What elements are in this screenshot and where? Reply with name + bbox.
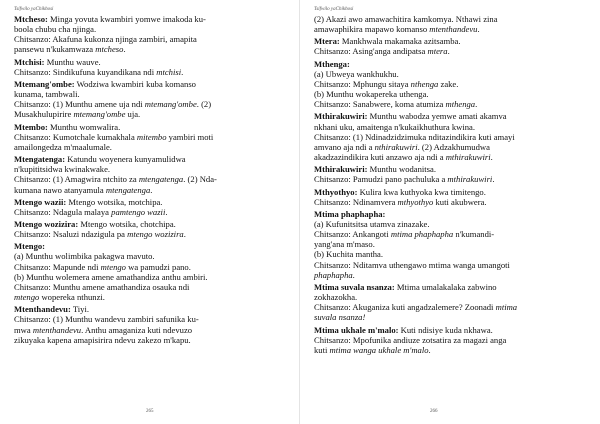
entry-line xyxy=(14,57,292,67)
example-term: nthirakuwiri xyxy=(374,141,418,152)
dictionary-entry xyxy=(314,59,592,110)
entry-text: boola chubu cha njinga. xyxy=(14,24,97,35)
dictionary-entry xyxy=(14,122,292,152)
example-term: mtenthandevu xyxy=(32,324,82,335)
page-number-left: 265 xyxy=(146,409,154,414)
entry-line xyxy=(314,209,592,219)
headword: Mtenthandevu: xyxy=(14,304,71,315)
entry-line xyxy=(14,24,292,34)
headword: Mthirakuwiri: xyxy=(314,111,368,122)
entry-text: . xyxy=(447,46,450,57)
example-term: mtengatenga xyxy=(105,184,151,195)
running-head: Tsifwilo yaChikhosi xyxy=(314,7,354,12)
page-number-right: 266 xyxy=(430,409,438,414)
entry-text: Munthu womwalira. xyxy=(47,121,121,132)
entry-text: . xyxy=(181,66,184,77)
entry-text: Chitsanzo: Ndagula malaya xyxy=(14,206,112,217)
example-term: mthirakuwiri xyxy=(445,152,491,163)
entry-line xyxy=(14,262,292,272)
headword: Mtima suvala nsanza: xyxy=(314,281,395,292)
entry-text: . (2) xyxy=(196,99,212,110)
entry-text: kuti xyxy=(314,344,330,355)
entry-line xyxy=(314,197,592,207)
entry-text: . xyxy=(183,229,186,240)
example-term: mitembo xyxy=(136,131,167,142)
entry-text: . xyxy=(477,24,480,35)
entry-text: kuti akubwera. xyxy=(433,196,487,207)
entry-line xyxy=(314,302,592,312)
entry-text: Mtengo wotsika, chotchipa. xyxy=(78,218,176,229)
example-term: nthenga xyxy=(410,78,439,89)
entry-text: Musakhulupirire xyxy=(14,109,74,120)
entry-line xyxy=(314,345,592,355)
entry-line xyxy=(314,249,592,259)
entry-text: Kulira kwa kuthyoka kwa timitengo. xyxy=(357,186,486,197)
entry-line xyxy=(14,44,292,54)
entry-text: Katundu woyenera kunyamulidwa xyxy=(65,154,186,165)
example-term: mthenga xyxy=(445,99,476,110)
entry-text: Munthu wodanitsa. xyxy=(367,164,436,175)
dictionary-entry xyxy=(314,187,592,207)
entry-text: Chitsanzo: Mapunde ndi xyxy=(14,261,101,272)
entry-line xyxy=(314,36,592,46)
entry-text: Chitsanzo: Mphungu sitaya xyxy=(314,78,411,89)
entry-text: Chitsanzo: Sanabwere, koma atumiza xyxy=(314,99,446,110)
example-term: phaphapha xyxy=(314,269,353,280)
entry-line xyxy=(314,14,592,24)
entry-line xyxy=(14,272,292,282)
example-term: mtchisi xyxy=(156,66,182,77)
right-entries xyxy=(314,14,592,355)
headword: Mtera: xyxy=(314,36,340,47)
entry-text: zake. xyxy=(438,78,459,89)
example-term: mtenthandevu xyxy=(429,24,478,35)
dictionary-entry xyxy=(314,282,592,323)
entry-line xyxy=(14,282,292,292)
entry-text: (a) Kufunitsitsa utamva zinazake. xyxy=(314,218,430,229)
entry-text: . xyxy=(352,269,355,280)
entry-line xyxy=(14,229,292,239)
entry-text: . xyxy=(492,174,495,185)
entry-text: Chitsanzo: Nsaluzi ndazigula pa xyxy=(14,229,128,240)
headword: Mthyothyo: xyxy=(314,186,358,197)
entry-line xyxy=(314,292,592,302)
entry-line xyxy=(314,59,592,69)
example-term: mtima phaphapha xyxy=(390,229,454,240)
entry-text: (b) Munthu wokapereka uthenga. xyxy=(314,89,429,100)
headword: Mtemang'ombe: xyxy=(14,78,75,89)
headword: Mtembo: xyxy=(14,121,48,132)
example-term: mtima wanga ukhale m'malo xyxy=(329,344,429,355)
entry-line xyxy=(314,69,592,79)
entry-text: . Anthu amaganiza kuti ndevuzo xyxy=(81,324,193,335)
dictionary-entry xyxy=(14,79,292,120)
dictionary-entry xyxy=(14,304,292,345)
entry-text: Chitsanzo: (1) Munthu amene uja ndi xyxy=(14,99,145,110)
dictionary-entry xyxy=(14,14,292,55)
entry-line xyxy=(14,142,292,152)
dictionary-entry xyxy=(314,164,592,184)
entry-text: Chitsanzo: Kumotchale kumakhala xyxy=(14,131,137,142)
entry-text: . xyxy=(123,44,126,55)
entry-line xyxy=(314,46,592,56)
entry-text: Chitsanzo: Mpofunika andiuze zotsatira za magazi anga xyxy=(314,334,507,345)
example-term: mtengo xyxy=(100,261,126,272)
dictionary-entry xyxy=(14,154,292,195)
example-term: mtengatenga xyxy=(138,174,184,185)
entry-line xyxy=(314,335,592,345)
headword: Mtima ukhale m'malo: xyxy=(314,324,399,335)
entry-text: Chitsanzo: Asing'anga andipatsa xyxy=(314,46,428,57)
headword: Mtengo wazii: xyxy=(14,196,67,207)
entry-line xyxy=(14,34,292,44)
entry-line xyxy=(14,335,292,345)
entry-text: Chitsanzo: Akuganiza kuti angadzalemere? Zoonadi xyxy=(314,302,496,313)
entry-line xyxy=(314,89,592,99)
headword: Mtengo wozizira: xyxy=(14,218,79,229)
dictionary-entry xyxy=(14,219,292,239)
entry-text: Chitsanzo: Pamudzi pano pachuluka a xyxy=(314,174,448,185)
example-term: mtcheso xyxy=(95,44,124,55)
entry-text: amvano aja ndi a xyxy=(314,141,375,152)
dictionary-entry xyxy=(314,209,592,280)
entry-text: Chitsanzo: (1) Amagwira ntchito za xyxy=(14,174,139,185)
example-term: mthirakuwiri xyxy=(447,174,493,185)
entry-text: Chitsanzo: (1) Munthu wandevu zambiri safunika ku- xyxy=(14,314,199,325)
dictionary-entry xyxy=(14,197,292,217)
entry-line xyxy=(314,122,592,132)
entry-text: amailongedza m'maalumale. xyxy=(14,141,112,152)
example-term: suvala nsanza! xyxy=(314,312,366,323)
entry-text: Mtengo wotsika, motchipa. xyxy=(66,196,163,207)
dictionary-entry xyxy=(314,325,592,355)
entry-text: mwa xyxy=(14,324,33,335)
entry-text: Chitsanzo: Ndinamvera xyxy=(314,196,398,207)
entry-line xyxy=(314,270,592,280)
entry-text: . xyxy=(165,206,168,217)
entry-line xyxy=(14,241,292,251)
entry-text: . xyxy=(490,152,493,163)
entry-line xyxy=(314,99,592,109)
headword: Mthenga: xyxy=(314,58,350,69)
headword: Mtchisi: xyxy=(14,56,45,67)
entry-line xyxy=(314,111,592,121)
headword: Mtima phaphapha: xyxy=(314,208,386,219)
entry-line xyxy=(314,282,592,292)
dictionary-entry xyxy=(314,36,592,56)
dictionary-entry xyxy=(14,241,292,302)
running-head: Tsifwilo yaChikhosi xyxy=(14,7,54,12)
entry-text: yang'ana m'maso. xyxy=(314,239,375,250)
example-term: mtemang'ombe xyxy=(73,109,126,120)
entry-text: akadzazindikira kuti anzawo aja ndi a xyxy=(314,152,446,163)
entry-text: Wodziwa kwambiri kuba komanso xyxy=(74,78,196,89)
entry-line xyxy=(14,304,292,314)
entry-text: . (2) Nda- xyxy=(183,174,217,185)
entry-text: Kuti ndisiye kuda nkhawa. xyxy=(398,324,493,335)
entry-text: Mankhwala makamaka azitsamba. xyxy=(339,36,461,47)
entry-line xyxy=(14,207,292,217)
example-term: mtera xyxy=(427,46,448,57)
entry-text: Chitsanzo: Munthu amene amathandiza osauka ndi xyxy=(14,281,190,292)
entry-line xyxy=(314,24,592,34)
entry-line xyxy=(14,219,292,229)
entry-line xyxy=(14,197,292,207)
entry-line xyxy=(14,89,292,99)
entry-text: Chitsanzo: (1) Ndinadzidzimuka nditazindikira kuti amayi xyxy=(314,131,515,142)
entry-text: yambiri moti xyxy=(166,131,214,142)
entry-line xyxy=(14,251,292,261)
entry-text: n'kumandi- xyxy=(453,229,495,240)
entry-text: (a) Ubweya wankhukhu. xyxy=(314,68,399,79)
entry-text: Minga yovuta kwambiri yomwe imakoda ku- xyxy=(47,14,206,24)
entry-line xyxy=(14,132,292,142)
entry-line xyxy=(14,325,292,335)
example-term: pamtengo wazii xyxy=(111,206,166,217)
entry-line xyxy=(14,14,292,24)
dictionary-entry xyxy=(314,111,592,162)
entry-text: . xyxy=(475,99,478,110)
entry-line xyxy=(314,132,592,142)
entry-text: Chitsanzo: Akafuna kukonza njinga zambiri, amapita xyxy=(14,34,197,45)
entry-text: kumana nawo atanyamula xyxy=(14,184,106,195)
entry-line xyxy=(14,174,292,184)
dictionary-entry xyxy=(314,14,592,34)
entry-line xyxy=(314,219,592,229)
example-term: mtima xyxy=(495,302,518,313)
entry-text: n'kupititsidwa kwinakwake. xyxy=(14,164,111,175)
example-term: mthyothyo xyxy=(397,196,434,207)
entry-text: Tiyi. xyxy=(70,304,89,315)
entry-text: Munthu wauve. xyxy=(44,56,101,67)
entry-text: (a) Munthu wolimbika pakagwa mavuto. xyxy=(14,251,155,262)
entry-line xyxy=(314,229,592,239)
entry-line xyxy=(14,109,292,119)
entry-text: Chitsanzo: Ankangoti xyxy=(314,229,391,240)
entry-text: pansewu n'kukamwaza xyxy=(14,44,96,55)
entry-text: Chitsanzo: Sindikufuna kuyandikana ndi xyxy=(14,66,157,77)
entry-text: (2) Akazi awo amawachitira kamkomya. Nthawi zina xyxy=(314,14,498,24)
entry-text: . (2) Adzakhumudwa xyxy=(417,141,490,152)
entry-line xyxy=(314,174,592,184)
entry-text: Munthu wabodza yemwe amati akamva xyxy=(367,111,507,122)
entry-line xyxy=(14,185,292,195)
entry-line xyxy=(14,79,292,89)
entry-line xyxy=(314,152,592,162)
entry-text: . xyxy=(428,344,431,355)
entry-line xyxy=(314,260,592,270)
entry-text: zokhazokha. xyxy=(314,292,358,303)
example-term: mtengo xyxy=(14,292,40,303)
entry-line xyxy=(314,79,592,89)
entry-line xyxy=(314,312,592,322)
entry-line xyxy=(314,325,592,335)
entry-text: (b) Kuchita mantha. xyxy=(314,249,383,260)
entry-line xyxy=(14,154,292,164)
headword: Mthirakuwiri: xyxy=(314,164,368,175)
entry-line xyxy=(14,67,292,77)
entry-line xyxy=(314,142,592,152)
entry-text: kunama, tambwali. xyxy=(14,89,80,100)
entry-text: wa pamudzi pano. xyxy=(125,261,191,272)
example-term: mtemang'ombe xyxy=(144,99,197,110)
right-page xyxy=(300,0,600,424)
entry-line xyxy=(14,314,292,324)
entry-line xyxy=(14,122,292,132)
entry-line xyxy=(314,239,592,249)
entry-text: . xyxy=(150,184,153,195)
entry-line xyxy=(14,164,292,174)
entry-text: (b) Munthu wolemera amene amathandiza anthu ambiri. xyxy=(14,271,208,282)
headword: Mtengatenga: xyxy=(14,154,66,165)
headword: Mtcheso: xyxy=(14,14,48,24)
entry-line xyxy=(314,164,592,174)
left-entries xyxy=(14,14,292,345)
entry-line xyxy=(14,99,292,109)
headword: Mtengo: xyxy=(14,241,46,252)
dictionary-entry xyxy=(14,57,292,77)
entry-text: Mtima umalakalaka zabwino xyxy=(394,281,497,292)
entry-line xyxy=(14,292,292,302)
entry-text: Chitsanzo: Nditamva uthengawo mtima wanga umangoti xyxy=(314,259,510,270)
entry-text: uja. xyxy=(125,109,141,120)
entry-line xyxy=(314,187,592,197)
entry-text: wopereka nthunzi. xyxy=(39,292,105,303)
entry-text: amawaphikira mapawo komanso xyxy=(314,24,430,35)
entry-text: nkhani uku, amaitenga n'kukaikhuthura kwina. xyxy=(314,121,475,132)
entry-text: zikuyaka kapena amapisirira ndevu zakezo m'kapu. xyxy=(14,334,191,345)
example-term: mtengo wozizira xyxy=(127,229,184,240)
